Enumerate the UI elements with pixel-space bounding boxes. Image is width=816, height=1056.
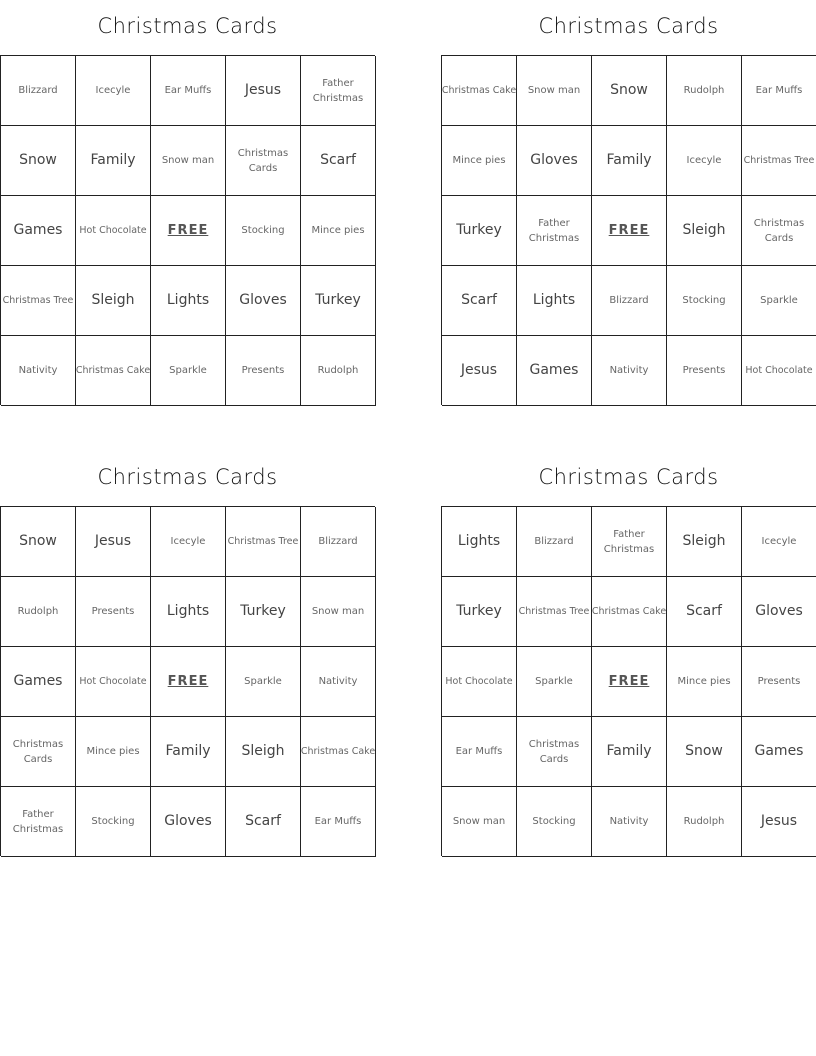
bingo-cell: Mince pies bbox=[667, 647, 742, 717]
bingo-cell: Sparkle bbox=[517, 647, 592, 717]
bingo-cell: Christmas Cake bbox=[301, 717, 376, 787]
bingo-cell: Family bbox=[592, 126, 667, 196]
bingo-cell: Christmas Tree bbox=[742, 126, 816, 196]
bingo-cell: Gloves bbox=[226, 266, 301, 336]
bingo-cell: Sleigh bbox=[667, 196, 742, 266]
bingo-cell: Nativity bbox=[1, 336, 76, 406]
bingo-cell: Nativity bbox=[592, 787, 667, 857]
bingo-cell: Christmas Cards bbox=[1, 717, 76, 787]
bingo-cell: Gloves bbox=[742, 577, 816, 647]
bingo-cell: Jesus bbox=[442, 336, 517, 406]
free-space-cell: FREE bbox=[592, 196, 667, 266]
bingo-cell: Presents bbox=[742, 647, 816, 717]
bingo-cell: Lights bbox=[442, 507, 517, 577]
bingo-cell: Lights bbox=[151, 266, 226, 336]
bingo-cell: Sleigh bbox=[226, 717, 301, 787]
bingo-cell: Turkey bbox=[226, 577, 301, 647]
bingo-cell: Christmas Cake bbox=[592, 577, 667, 647]
bingo-cell: Ear Muffs bbox=[151, 56, 226, 126]
bingo-cell: Father Christmas bbox=[592, 507, 667, 577]
bingo-cell: Scarf bbox=[667, 577, 742, 647]
bingo-cell: Snow bbox=[592, 56, 667, 126]
bingo-cell: Icecyle bbox=[76, 56, 151, 126]
bingo-cell: Jesus bbox=[742, 787, 816, 857]
bingo-cell: Family bbox=[151, 717, 226, 787]
bingo-cell: Presents bbox=[226, 336, 301, 406]
bingo-cell: Gloves bbox=[151, 787, 226, 857]
bingo-cell: Scarf bbox=[442, 266, 517, 336]
bingo-cell: Sparkle bbox=[742, 266, 816, 336]
bingo-cell: Christmas Tree bbox=[517, 577, 592, 647]
bingo-cell: Mince pies bbox=[76, 717, 151, 787]
bingo-cell: Father Christmas bbox=[1, 787, 76, 857]
bingo-cell: Nativity bbox=[301, 647, 376, 717]
bingo-cell: Games bbox=[742, 717, 816, 787]
bingo-cell: Games bbox=[517, 336, 592, 406]
card-title: Christmas Cards bbox=[538, 14, 719, 38]
bingo-cell: Rudolph bbox=[667, 56, 742, 126]
bingo-cell: Rudolph bbox=[1, 577, 76, 647]
bingo-card-1 bbox=[0, 0, 375, 405]
bingo-cell: Stocking bbox=[226, 196, 301, 266]
bingo-cell: Father Christmas bbox=[301, 56, 376, 126]
bingo-cell: Blizzard bbox=[1, 56, 76, 126]
bingo-grid bbox=[0, 506, 375, 856]
bingo-cell: Turkey bbox=[442, 196, 517, 266]
bingo-cell: Hot Chocolate bbox=[442, 647, 517, 717]
bingo-cell: Jesus bbox=[76, 507, 151, 577]
bingo-cell: Hot Chocolate bbox=[742, 336, 816, 406]
bingo-cell: Sparkle bbox=[226, 647, 301, 717]
bingo-cell: Scarf bbox=[301, 126, 376, 196]
bingo-cell: Family bbox=[592, 717, 667, 787]
bingo-cell: Stocking bbox=[517, 787, 592, 857]
bingo-cell: Christmas Cake bbox=[442, 56, 517, 126]
bingo-cell: Christmas Tree bbox=[1, 266, 76, 336]
card-title: Christmas Cards bbox=[97, 465, 278, 489]
bingo-cell: Christmas Tree bbox=[226, 507, 301, 577]
bingo-cell: Jesus bbox=[226, 56, 301, 126]
bingo-cell: Games bbox=[1, 647, 76, 717]
card-title: Christmas Cards bbox=[97, 14, 278, 38]
bingo-cell: Hot Chocolate bbox=[76, 647, 151, 717]
bingo-cell: Blizzard bbox=[517, 507, 592, 577]
bingo-cell: Family bbox=[76, 126, 151, 196]
bingo-card-2 bbox=[441, 0, 816, 405]
bingo-cell: Lights bbox=[517, 266, 592, 336]
bingo-cell: Turkey bbox=[442, 577, 517, 647]
bingo-cell: Christmas Cards bbox=[742, 196, 816, 266]
bingo-cell: Rudolph bbox=[301, 336, 376, 406]
free-space-cell: FREE bbox=[592, 647, 667, 717]
bingo-cell: Presents bbox=[76, 577, 151, 647]
bingo-cell: Christmas Cake bbox=[76, 336, 151, 406]
bingo-cell: Icecyle bbox=[742, 507, 816, 577]
bingo-cell: Snow man bbox=[442, 787, 517, 857]
bingo-cell: Games bbox=[1, 196, 76, 266]
bingo-card-4 bbox=[441, 451, 816, 856]
bingo-cell: Nativity bbox=[592, 336, 667, 406]
bingo-cell: Rudolph bbox=[667, 787, 742, 857]
bingo-cell: Scarf bbox=[226, 787, 301, 857]
bingo-cell: Blizzard bbox=[301, 507, 376, 577]
bingo-cell: Ear Muffs bbox=[301, 787, 376, 857]
bingo-card-3 bbox=[0, 451, 375, 856]
free-space-cell: FREE bbox=[151, 647, 226, 717]
bingo-cell: Icecyle bbox=[667, 126, 742, 196]
bingo-cell: Stocking bbox=[667, 266, 742, 336]
bingo-cell: Ear Muffs bbox=[742, 56, 816, 126]
bingo-cell: Father Christmas bbox=[517, 196, 592, 266]
bingo-cell: Sparkle bbox=[151, 336, 226, 406]
bingo-cell: Snow bbox=[1, 507, 76, 577]
free-space-cell: FREE bbox=[151, 196, 226, 266]
bingo-cell: Mince pies bbox=[442, 126, 517, 196]
bingo-cell: Christmas Cards bbox=[226, 126, 301, 196]
bingo-cell: Hot Chocolate bbox=[76, 196, 151, 266]
bingo-cell: Ear Muffs bbox=[442, 717, 517, 787]
bingo-cell: Sleigh bbox=[76, 266, 151, 336]
bingo-cell: Snow man bbox=[301, 577, 376, 647]
bingo-cell: Icecyle bbox=[151, 507, 226, 577]
bingo-grid bbox=[441, 506, 816, 856]
bingo-cell: Snow bbox=[1, 126, 76, 196]
bingo-cell: Sleigh bbox=[667, 507, 742, 577]
bingo-grid bbox=[441, 55, 816, 405]
bingo-cell: Snow man bbox=[151, 126, 226, 196]
bingo-cell: Stocking bbox=[76, 787, 151, 857]
bingo-cell: Snow man bbox=[517, 56, 592, 126]
bingo-cell: Gloves bbox=[517, 126, 592, 196]
bingo-cell: Mince pies bbox=[301, 196, 376, 266]
bingo-cell: Snow bbox=[667, 717, 742, 787]
bingo-cell: Presents bbox=[667, 336, 742, 406]
bingo-grid bbox=[0, 55, 375, 405]
bingo-cell: Christmas Cards bbox=[517, 717, 592, 787]
bingo-cell: Lights bbox=[151, 577, 226, 647]
bingo-cell: Turkey bbox=[301, 266, 376, 336]
card-title: Christmas Cards bbox=[538, 465, 719, 489]
bingo-cell: Blizzard bbox=[592, 266, 667, 336]
